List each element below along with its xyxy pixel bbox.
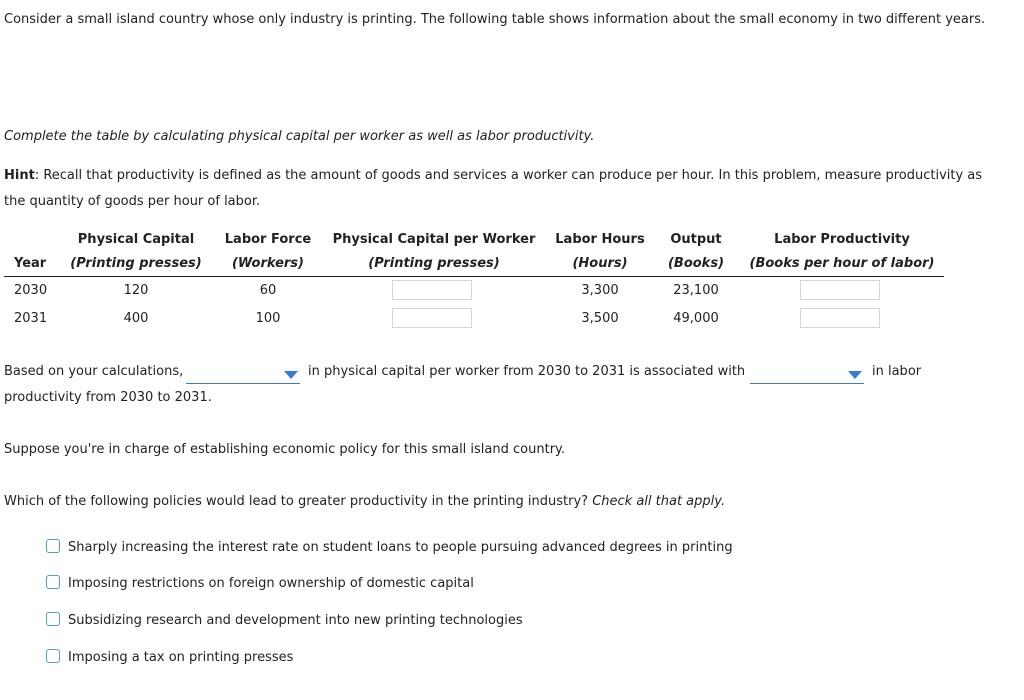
checkbox[interactable] — [46, 539, 60, 553]
option-label: Sharply increasing the interest rate on student loans to people pursuing advanced degrees in printing — [68, 540, 733, 555]
header-physical-capital-unit: (Printing presses) — [70, 256, 202, 271]
sentence-part-4: productivity from 2030 to 2031. — [4, 390, 212, 405]
sentence-part-1: Based on your calculations, — [4, 364, 184, 379]
question-emphasis: Check all that apply. — [592, 494, 726, 509]
header-year: Year — [14, 256, 47, 271]
change-dropdown-2[interactable] — [750, 366, 864, 384]
policy-intro-text: Suppose you're in charge of establishing economic policy for this small island country. — [4, 442, 566, 457]
sentence-part-3: in labor — [872, 364, 922, 379]
cell-labor-hours: 3,500 — [581, 311, 619, 326]
option-label: Imposing restrictions on foreign ownership of domestic capital — [68, 576, 474, 591]
header-labor-force-unit: (Workers) — [231, 256, 304, 271]
header-labor-productivity-unit: (Books per hour of labor) — [749, 256, 935, 271]
cell-output: 23,100 — [673, 283, 719, 298]
cell-year: 2030 — [14, 283, 48, 298]
cell-year: 2031 — [14, 311, 48, 326]
hint-label: Hint — [4, 168, 35, 183]
option-item[interactable] — [46, 575, 474, 591]
option-item[interactable] — [46, 612, 523, 628]
option-label: Subsidizing research and development into new printing technologies — [68, 613, 523, 628]
caret-down-icon — [848, 371, 862, 379]
header-labor-force: Labor Force — [224, 232, 312, 247]
hint-line-1 — [4, 168, 982, 183]
question-main: Which of the following policies would lead to greater productivity in the printing industry? — [4, 494, 589, 509]
change-dropdown-1[interactable] — [186, 366, 300, 384]
header-physical-capital: Physical Capital — [77, 232, 195, 247]
cell-physical-capital: 120 — [123, 283, 149, 298]
cell-labor-force: 100 — [255, 311, 281, 326]
caret-down-icon — [284, 371, 298, 379]
header-labor-hours-unit: (Hours) — [572, 256, 628, 271]
cell-labor-hours: 3,300 — [581, 283, 619, 298]
instruction-text: Complete the table by calculating physical capital per worker as well as labor productivity. — [4, 129, 595, 144]
checkbox[interactable] — [46, 649, 60, 663]
checkbox[interactable] — [46, 612, 60, 626]
hint-line-2: the quantity of goods per hour of labor. — [4, 194, 261, 209]
sentence-part-2: in physical capital per worker from 2030 to 2031 is associated with — [308, 364, 746, 379]
intro-text: Consider a small island country whose only industry is printing. The following table shows information about the small economy in two different years. — [4, 12, 986, 27]
header-capital-per-worker: Physical Capital per Worker — [332, 232, 536, 247]
option-item[interactable] — [46, 649, 293, 665]
capital-per-worker-input-2030[interactable] — [392, 280, 472, 300]
table-header-rule — [4, 276, 944, 277]
capital-per-worker-input-2031[interactable] — [392, 308, 472, 328]
header-capital-per-worker-unit: (Printing presses) — [368, 256, 500, 271]
cell-output: 49,000 — [673, 311, 719, 326]
cell-labor-force: 60 — [259, 283, 277, 298]
header-labor-hours: Labor Hours — [555, 232, 645, 247]
header-output: Output — [670, 232, 722, 247]
labor-productivity-input-2031[interactable] — [800, 308, 880, 328]
option-item[interactable] — [46, 539, 733, 555]
checkbox[interactable] — [46, 575, 60, 589]
option-label: Imposing a tax on printing presses — [68, 650, 294, 665]
question-text — [4, 494, 725, 509]
header-output-unit: (Books) — [667, 256, 725, 271]
labor-productivity-input-2030[interactable] — [800, 280, 880, 300]
hint-text-1: : Recall that productivity is defined as the amount of goods and services a worker can produce per hour. In this problem, measure productivity as — [34, 168, 983, 183]
cell-physical-capital: 400 — [123, 311, 149, 326]
header-labor-productivity: Labor Productivity — [774, 232, 910, 247]
